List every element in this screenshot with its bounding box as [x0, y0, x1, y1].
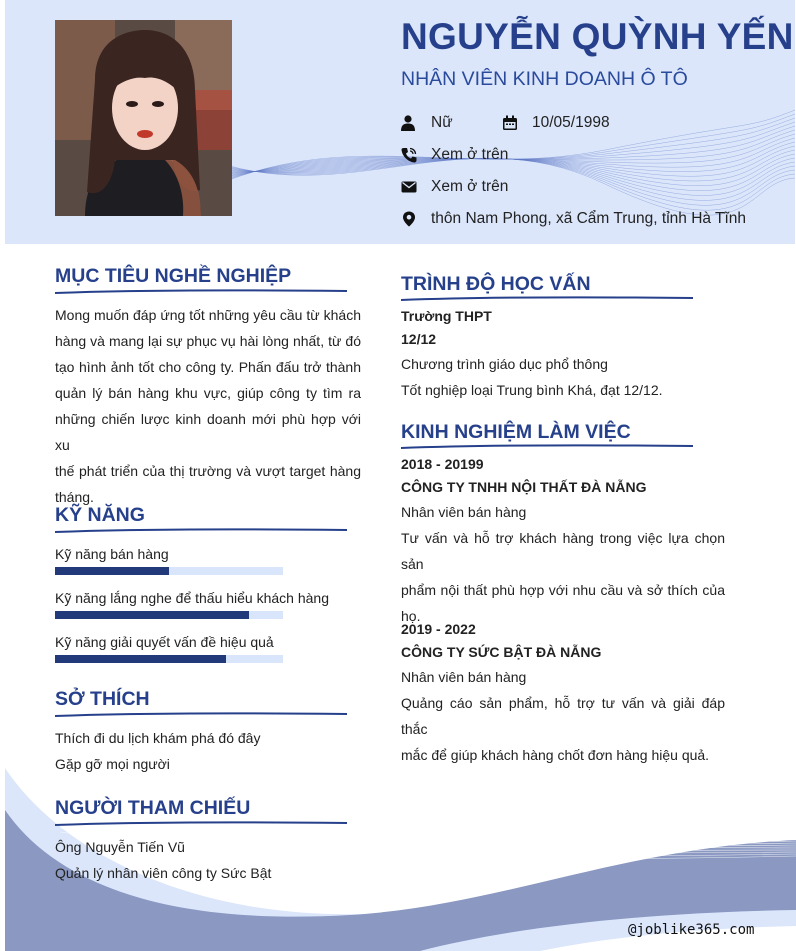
- skill-bar-fill: [55, 611, 249, 619]
- skill-bar: [55, 567, 283, 575]
- job-company: CÔNG TY TNHH NỘI THẤT ĐÀ NẴNG: [401, 479, 647, 495]
- candidate-name: NGUYỄN QUỲNH YẾN: [401, 16, 794, 57]
- job-period: 2019 - 2022: [401, 621, 476, 637]
- location-icon: [401, 211, 417, 227]
- reference-item: Quản lý nhân viên công ty Sức Bật: [55, 865, 272, 881]
- experience-heading-underline: [401, 443, 696, 451]
- skills-heading-underline: [55, 527, 350, 535]
- email-icon: [401, 179, 417, 195]
- objective-text: [55, 302, 361, 510]
- job-description: [401, 525, 725, 629]
- education-grade: 12/12: [401, 331, 437, 347]
- job-description-line: Quảng cáo sản phẩm, hỗ trợ tư vấn và giải đáp thắc: [401, 695, 725, 737]
- website-watermark: @joblike365.com: [628, 922, 755, 938]
- profile-photo: [55, 20, 232, 216]
- phone-icon: [401, 147, 417, 163]
- email-value: Xem ở trên: [431, 178, 509, 195]
- job-description-line: Tư vấn và hỗ trợ khách hàng trong việc lựa chọn sản: [401, 530, 725, 572]
- education-program: Chương trình giáo dục phổ thông: [401, 356, 608, 372]
- education-school: Trường THPT: [401, 308, 492, 324]
- job-role: Nhân viên bán hàng: [401, 504, 527, 520]
- skill-label: Kỹ năng giải quyết vấn đề hiệu quả: [55, 634, 274, 650]
- education-result: Tốt nghiệp loại Trung bình Khá, đạt 12/12.: [401, 382, 663, 398]
- experience-heading: KINH NGHIỆM LÀM VIỆC: [401, 421, 631, 443]
- job-role: Nhân viên bán hàng: [401, 669, 527, 685]
- address-value: thôn Nam Phong, xã Cẩm Trung, tỉnh Hà Tĩnh: [431, 210, 747, 227]
- objective-line: thế phát triển của thị trường và vượt target hàng: [55, 463, 361, 479]
- skill-bar-fill: [55, 567, 169, 575]
- references-heading: NGƯỜI THAM CHIẾU: [55, 797, 251, 819]
- job-description: [401, 690, 725, 768]
- hobbies-heading: SỞ THÍCH: [55, 688, 150, 710]
- skill-bar-fill: [55, 655, 226, 663]
- job-title: NHÂN VIÊN KINH DOANH Ô TÔ: [401, 68, 688, 90]
- objective-line: tạo hình ảnh tốt cho công ty. Phấn đấu trở thành: [55, 359, 361, 375]
- objective-line: Mong muốn đáp ứng tốt những yêu cầu từ khách: [55, 307, 361, 323]
- hobby-item: Thích đi du lịch khám phá đó đây: [55, 730, 261, 746]
- skill-bar: [55, 611, 283, 619]
- job-description-line: phẩm nội thất phù hợp với nhu cầu và sở thích của: [401, 582, 725, 598]
- skill-label: Kỹ năng bán hàng: [55, 546, 169, 562]
- objective-heading-underline: [55, 288, 350, 296]
- phone-row: [401, 146, 508, 164]
- phone-value: Xem ở trên: [431, 146, 509, 163]
- skill-label: Kỹ năng lắng nghe để thấu hiểu khách hàng: [55, 590, 330, 606]
- education-heading: TRÌNH ĐỘ HỌC VẤN: [401, 273, 591, 295]
- objective-heading: MỤC TIÊU NGHỀ NGHIỆP: [55, 265, 292, 287]
- objective-line: tháng.: [55, 489, 94, 505]
- gender-value: Nữ: [431, 114, 453, 131]
- user-icon: [401, 115, 417, 131]
- skills-heading: KỸ NĂNG: [55, 504, 145, 526]
- job-company: CÔNG TY SỨC BẬT ĐÀ NẴNG: [401, 644, 602, 660]
- hobbies-heading-underline: [55, 711, 350, 719]
- objective-line: hàng và mang lại sự phục vụ hài lòng nhất, từ đó: [55, 333, 361, 349]
- objective-line: quản lý bán hàng khu vực, giúp công ty tìm ra: [55, 385, 361, 401]
- reference-item: Ông Nguyễn Tiến Vũ: [55, 839, 185, 855]
- birthday-row: [502, 114, 610, 132]
- hobby-item: Gặp gỡ mọi người: [55, 756, 170, 772]
- address-row: [401, 210, 746, 228]
- references-heading-underline: [55, 820, 350, 828]
- gender-row: [401, 114, 453, 132]
- objective-line: những chiến lược kinh doanh mới phù hợp với xu: [55, 411, 361, 453]
- birthday-value: 10/05/1998: [532, 114, 610, 131]
- job-period: 2018 - 20199: [401, 456, 484, 472]
- email-row: [401, 178, 508, 196]
- calendar-icon: [502, 115, 518, 131]
- job-description-line: họ.: [401, 608, 421, 624]
- job-description-line: mắc để giúp khách hàng chốt đơn hàng hiệu quả.: [401, 747, 710, 763]
- skill-bar: [55, 655, 283, 663]
- education-heading-underline: [401, 295, 696, 303]
